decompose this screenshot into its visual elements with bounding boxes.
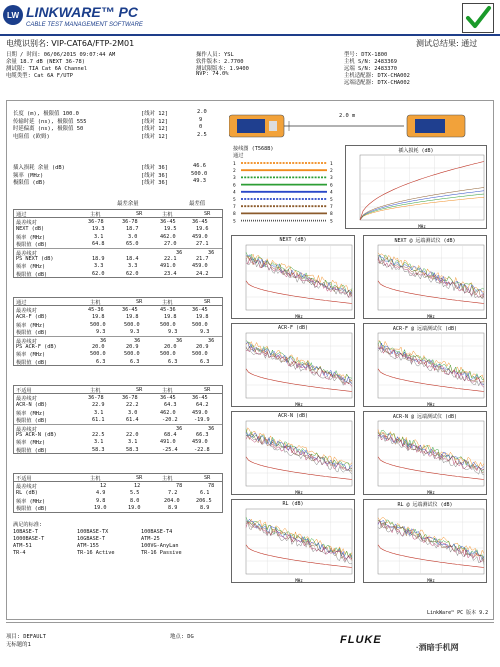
param-row: 插入损耗 余量 (dB) [线对 36] 46.6 [13, 163, 206, 171]
table-row: 最差线对 36 36 36 36 [14, 336, 222, 343]
wiremap-pin-left: 6 [233, 183, 236, 189]
standard-item: 1000BASE-T [13, 536, 45, 542]
wiremap-pin-left: 8 [233, 212, 236, 218]
chart-insertion-loss: 插入损耗 (dB) MHz [345, 145, 487, 229]
standard-item: TR-16 Passive [141, 550, 182, 556]
table-header: 不适用 主机 SR 主机 SR [14, 474, 222, 482]
chart-acr-n: ACR-N (dB) MHz [231, 411, 355, 495]
chart-xlabel: MHz [427, 402, 435, 407]
wiremap-pin-right: 5 [330, 197, 333, 203]
wiremap-title: 接线图 (T568B) [233, 146, 274, 152]
wiremap-pin-left: 5 [233, 197, 236, 203]
standard-item: TR-16 Active [77, 550, 115, 556]
watermark: ·酒暗手机网 [416, 643, 459, 652]
wiremap-pin-right: S [330, 219, 333, 225]
table-row: 频率 (MHz) 3.3 3.3 491.0 459.0 [16, 263, 208, 271]
table-row: ACR-F (dB) 19.8 19.8 19.8 19.8 [16, 314, 209, 321]
wiremap-status: 通过 [233, 153, 244, 159]
table-header: 通过 主机 SR 主机 SR [14, 298, 222, 306]
wiremap-pin-right: 4 [330, 190, 333, 196]
table-header: 不适用 主机 SR 主机 SR [14, 386, 222, 394]
summary-main-adapter: 主机适配器: DTX-CHA002 [344, 73, 410, 79]
table-row: 频率 (MHz) 3.1 3.0 462.0 459.0 [16, 409, 208, 417]
param-row: 频率 (MHz) [线对 36] 500.0 [13, 170, 208, 179]
chart-plot-area [246, 509, 352, 574]
chart-xlabel: MHz [427, 490, 435, 495]
standard-item: ATM-25 [141, 536, 160, 542]
chart-next: NEXT (dB) MHz [231, 235, 355, 319]
standards-title: 满足的标准: [13, 522, 43, 528]
wiremap-pin-right: 6 [330, 183, 333, 189]
chart-xlabel: MHz [418, 224, 426, 229]
table-row: 最差线对 36 36 [14, 424, 222, 431]
param-row: 极限值 (dB) [线对 36] 49.3 [13, 178, 206, 187]
table-row: 最差线对 12 12 78 78 [16, 483, 215, 490]
wiremap-pin-left: 3 [233, 176, 236, 182]
rl-table [13, 473, 223, 513]
table-row: 频率 (MHz) 9.8 8.0 204.0 206.5 [16, 497, 212, 505]
summary-nvp: NVP: 74.0% [196, 71, 229, 77]
wiremap-pin-left: S [233, 219, 236, 225]
table-row: 极限值 (dB) 58.3 58.3 -25.4 -22.8 [16, 446, 210, 454]
link-diagram [229, 111, 489, 141]
standard-item: 10GBASE-T [77, 536, 106, 542]
chart-acr-n-remote: ACR-N @ 远端测试仪 (dB) MHz [363, 411, 487, 495]
chart-plot-area [360, 155, 484, 220]
wiremap-pin-right: 3 [330, 176, 333, 182]
summary-model: 型号: DTX-1800 [344, 52, 388, 58]
wiremap-pin-left: 7 [233, 205, 236, 210]
chart-acr-f: ACR-F (dB) MHz [231, 323, 355, 407]
param-row: 电阻值 (欧姆) [线对 12] 2.5 [13, 131, 207, 140]
table-row: 极限值 (dB) 9.3 9.3 9.3 9.3 [16, 329, 210, 337]
overall-result: 测试总结果: 通过 [416, 39, 478, 48]
standard-item: ATM-155 [77, 543, 99, 549]
linkware-logo-badge: LW [3, 5, 23, 25]
chart-xlabel: MHz [427, 578, 435, 583]
test-summary [6, 38, 494, 98]
chart-xlabel: MHz [295, 490, 303, 495]
standard-item: ATM-51 [13, 543, 32, 549]
chart-xlabel: MHz [295, 402, 303, 407]
results-panel [6, 100, 494, 620]
table-row: 极限值 (dB) 6.3 6.3 6.3 6.3 [16, 358, 210, 366]
acr-n-table [13, 385, 223, 454]
footer-location: 地点: DG [170, 634, 194, 640]
cable-id: 电缆识别名: VIP-CAT6A/FTP-2M01 [6, 39, 135, 48]
chart-rl-remote: RL @ 远端测试仪 (dB) MHz [363, 499, 487, 583]
param-row: 传输时延 (ns), 极限值 555 [线对 12] 9 [13, 116, 203, 125]
table-row: 极限值 (dB) 61.1 61.4 -20.2 -19.9 [16, 417, 210, 425]
table-row: 最差线对 36 36 [14, 248, 222, 255]
table-row: PS NEXT (dB) 18.9 18.4 22.1 21.7 [16, 255, 209, 262]
pass-checkmark-icon [462, 3, 494, 33]
chart-acr-f-remote: ACR-F @ 远端测试仪 (dB) MHz [363, 323, 487, 407]
standard-item: 100BASE-T4 [141, 529, 173, 535]
cable-length-label: 2.0 m [339, 113, 356, 119]
summary-margin: 余量 18.7 dB (NEXT 36-78) [6, 59, 85, 65]
summary-limit-version: 测试限版本: 1.9400 [196, 66, 249, 72]
table-row: 极限值 (dB) 64.8 65.0 27.0 27.1 [16, 241, 209, 249]
summary-date: 日期 / 时间: 06/06/2015 09:07:44 AM [6, 52, 116, 58]
table-row: PS ACR-N (dB) 22.5 22.0 68.4 66.3 [16, 431, 209, 438]
summary-remote-adapter: 远端适配器: DTX-CHA002 [344, 80, 410, 86]
wiremap-pin-left: 2 [233, 169, 236, 174]
table-row: 频率 (MHz) 500.0 500.0 500.0 500.0 [16, 321, 208, 329]
wiremap-pin-left: 4 [233, 190, 236, 196]
chart-xlabel: MHz [295, 314, 303, 319]
chart-xlabel: MHz [427, 314, 435, 319]
table-row: RL (dB) 4.9 5.5 7.2 6.1 [16, 490, 210, 497]
chart-plot-area [378, 245, 484, 310]
wiremap-pin-right: 8 [330, 212, 333, 218]
report-header [0, 0, 500, 36]
chart-plot-area [246, 421, 352, 486]
footer-untitled: 无标题的1 [6, 642, 31, 648]
standard-item: 10BASE-T [13, 529, 38, 535]
linkware-logo-text: LINKWARE™ PC [26, 4, 138, 20]
table-header: 通过 主机 SR 主机 SR [14, 210, 222, 218]
summary-test-limit: 测试限: TIA Cat 6A Channel [6, 66, 88, 72]
chart-next-remote: NEXT @ 远端测试仪 (dB) MHz [363, 235, 487, 319]
next-table [13, 209, 223, 278]
chart-plot-area [246, 245, 352, 310]
summary-cable-type: 电缆类型: Cat 6A F/UTP [6, 73, 73, 79]
insertion-loss-block [13, 163, 223, 186]
table-row: 极限值 (dB) 19.0 19.0 8.9 8.9 [16, 505, 210, 513]
footer-divider [6, 622, 494, 623]
linkware-logo-subtitle: CABLE TEST MANAGEMENT SOFTWARE [26, 22, 143, 28]
table-row: 最差线对 36-78 36-78 36-45 36-45 [16, 219, 208, 226]
table-row: PS ACR-F (dB) 20.0 20.9 20.0 20.9 [16, 343, 209, 350]
standard-item: TR-4 [13, 550, 26, 556]
param-row: 时延偏离 (ns), 极限值 50 [线对 12] 0 [13, 124, 203, 133]
table-row: 最差线对 45-36 36-45 45-36 36-45 [16, 307, 208, 314]
worst-value-header: 最差值 [189, 201, 206, 207]
summary-software-version: 软件版本: 2.7700 [196, 59, 244, 65]
table-row: 极限值 (dB) 62.0 62.0 23.4 24.2 [16, 270, 209, 278]
wiremap-pin-right: 1 [330, 161, 333, 167]
chart-plot-area [378, 333, 484, 398]
table-row: NEXT (dB) 19.3 18.7 19.5 19.6 [16, 226, 209, 233]
chart-rl: RL (dB) MHz [231, 499, 355, 583]
chart-xlabel: MHz [295, 578, 303, 583]
wiremap-pin-right: 7 [330, 205, 333, 210]
wiremap-pin-left: 1 [233, 161, 236, 167]
page-label: LinkWare™ PC 版本 9.2 [427, 610, 489, 616]
chart-plot-area [246, 333, 352, 398]
table-row: 频率 (MHz) 500.0 500.0 500.0 500.0 [16, 351, 208, 359]
standard-item: 100BASE-TX [77, 529, 109, 535]
table-row: 最差线对 36-78 36-78 36-45 36-45 [16, 395, 208, 402]
summary-remote-sn: 远端 S/N: 2483370 [344, 66, 397, 72]
wiremap-pin-right: 2 [330, 169, 333, 174]
wiremap [231, 145, 339, 229]
acr-f-table [13, 297, 223, 366]
table-row: 频率 (MHz) 3.1 3.0 462.0 459.0 [16, 233, 208, 241]
summary-main-sn: 主机 S/N: 2483369 [344, 59, 397, 65]
fluke-logo: FLUKE [340, 634, 382, 646]
table-row: ACR-N (dB) 22.9 22.2 64.3 64.2 [16, 402, 209, 409]
footer-project: 项目: DEFAULT [6, 634, 46, 640]
standard-item: 100VG-AnyLan [141, 543, 179, 549]
param-row: 长度 (m), 极限值 100.0 [线对 12] 2.0 [13, 109, 207, 117]
table-row: 频率 (MHz) 3.1 3.1 491.0 459.0 [16, 439, 208, 447]
length-delay-block [13, 109, 223, 139]
worst-margin-header: 最差余量 [117, 201, 139, 207]
summary-operator: 操作人员: YSL [196, 52, 234, 58]
